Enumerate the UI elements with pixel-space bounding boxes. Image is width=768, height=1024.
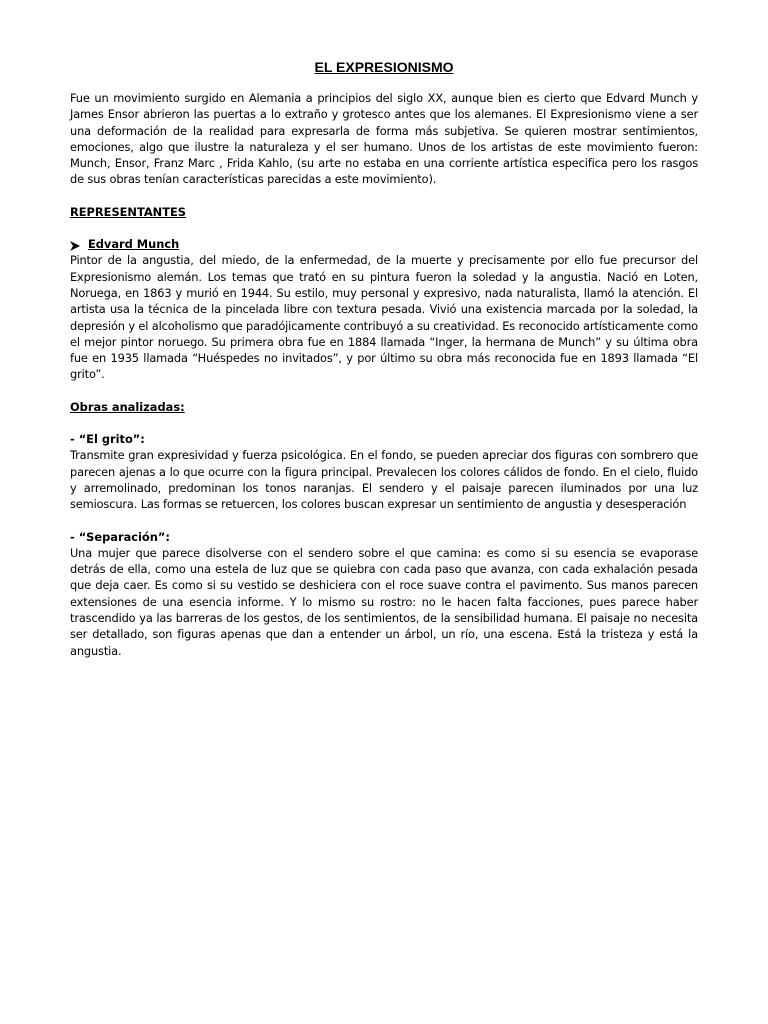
document-title: EL EXPRESIONISMO <box>314 59 454 75</box>
artist-name: Edvard Munch <box>88 237 180 252</box>
artist-bullet <box>70 236 698 252</box>
obra-separacion-heading: - “Separación”: <box>70 529 170 544</box>
obra-el-grito-heading: - “El grito”: <box>70 432 145 447</box>
intro-paragraph: Fue un movimiento surgido en Alemania a principios del siglo XX, aunque bien es cierto que Edvard Munch y James Ensor abrieron las puertas a lo extraño y grotesco antes que los alemanes. El Expresionismo viene a ser una deformación de la realidad para expresarla de forma más subjetiva. Se quieren mostrar sentimientos, emociones, algo que ilustre la naturaleza y el ser humano. Unos de los artistas de este movimiento fueron: Munch, Ensor, Franz Marc , Frida Kahlo, (su arte no estaba en una corriente artística especifica pero los rasgos de sus obras tenían características parecidas a este movimiento). <box>70 91 698 187</box>
obra-separacion-paragraph: Una mujer que parece disolverse con el sendero sobre el que camina: es como si su esencia se evaporase detrás de ella, como una estela de luz que se quiebra con cada paso que avanza, con cada exhalación pesada que deja caer. Es como si su vestido se deshiciera con el roce suave contra el pavimento. Sus manos parecen extensiones de una esencia informe. Y lo mismo su rostro: no le hacen falta facciones, pues parece haber trascendido ya las barreras de los gestos, de los sentimientos, de la sensibilidad humana. El paisaje no necesita ser detallado, son figuras apenas que dan a entender un árbol, un río, una escena. Está la tristeza y está la angustia. <box>70 545 698 658</box>
obras-heading: Obras analizadas: <box>70 399 185 414</box>
arrow-bullet-icon <box>70 239 80 249</box>
obra-el-grito-paragraph: Transmite gran expresividad y fuerza psicológica. En el fondo, se pueden apreciar dos figuras con sombrero que parecen ajenas a lo que ocurre con la figura principal. Prevalecen los colores cálidos de fondo. En el cielo, fluido y arremolinado, predominan los tonos naranjas. El sendero y el paisaje parecen iluminados por una luz semioscura. Las formas se retuercen, los colores buscan expresar un sentimiento de angustia y desesperación <box>70 448 698 512</box>
document-page <box>70 58 698 659</box>
artist-bio-paragraph: Pintor de la angustia, del miedo, de la enfermedad, de la muerte y precisamente por ello fue precursor del Expresionismo alemán. Los temas que trató en su pintura fueron la soledad y la angustia. Nació en Loten, Noruega, en 1863 y murió en 1944. Su estilo, muy personal y expresivo, nada naturalista, llamó la atención. El artista usa la técnica de la pincelada libre con textura pesada. Vivió una existencia marcada por la soledad, la depresión y el alcoholismo que paradójicamente contribuyó a su creatividad. Es reconocido artísticamente como el mejor pintor noruego. Su primera obra fue en 1884 llamada “Inger, la hermana de Munch” y su última obra fue en 1935 llamada “Huéspedes no invitados”, y por último su obra más reconocida fue en 1893 llamada “El grito”. <box>70 253 698 382</box>
representantes-heading: REPRESENTANTES <box>70 204 186 219</box>
